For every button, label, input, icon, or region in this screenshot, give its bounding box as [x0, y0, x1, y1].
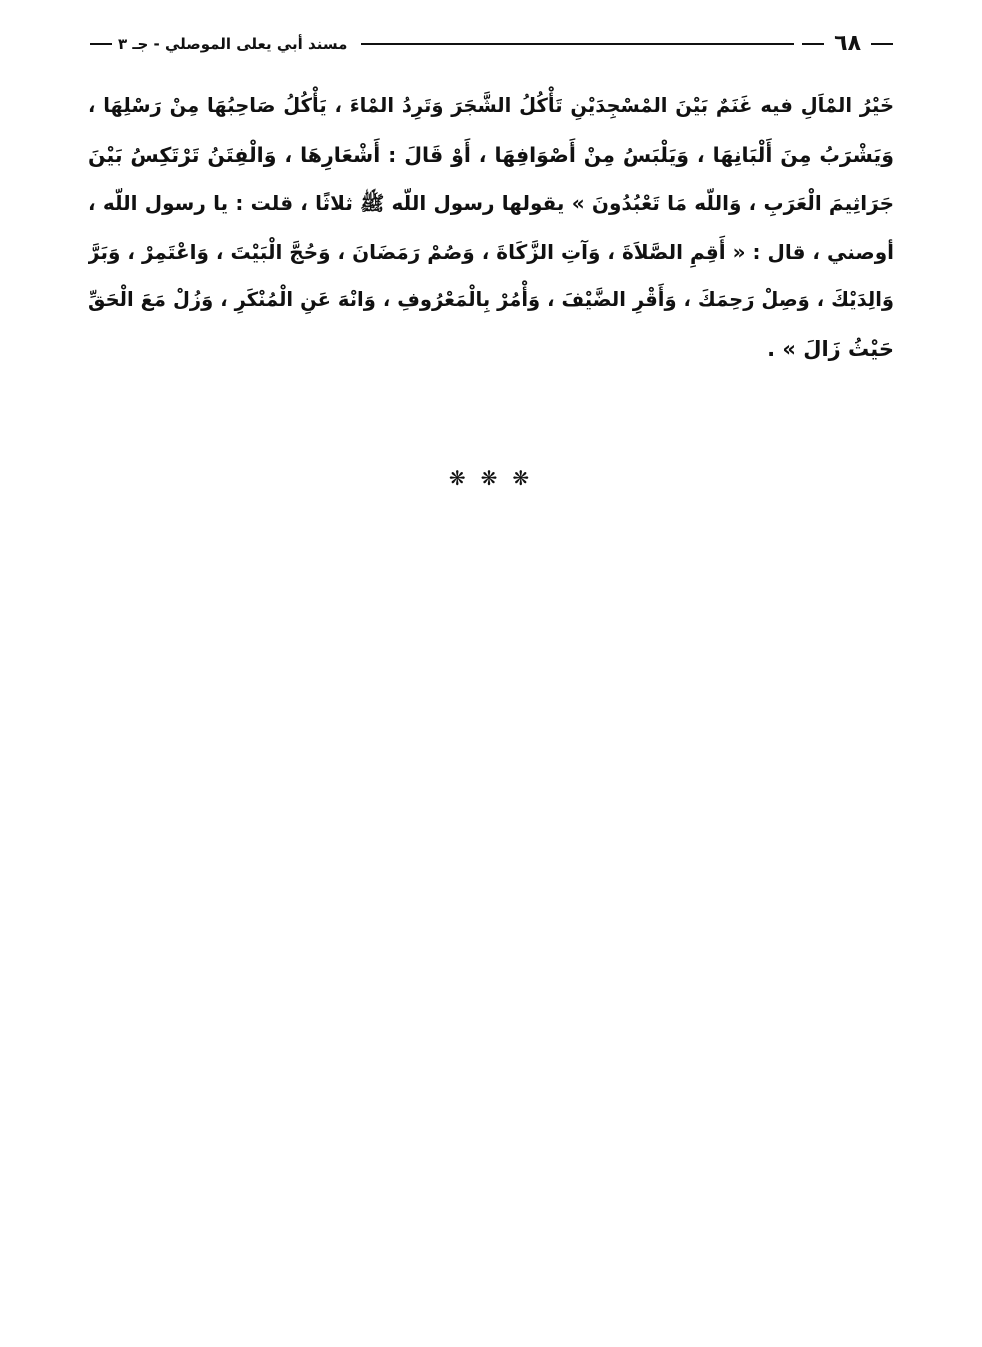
- text-line: حَيْثُ زَالَ » .: [767, 336, 894, 361]
- text-line: وَيَشْرَبُ مِنَ أَلْبَانِهَا ، وَيَلْبَسُ مِنْ أَصْوَافِهَا ، أَوْ قَالَ : أَشْعَارِهَا ، وَالْفِتَنُ تَرْتَكِسُ بَيْنَ: [88, 142, 894, 167]
- header-rule: [361, 43, 794, 45]
- page-number: ٦٨: [834, 31, 861, 56]
- hadith-text: [88, 82, 894, 373]
- header-dash-left: [90, 43, 112, 45]
- text-line: أوصني ، قال : « أَقِمِ الصَّلاَةَ ، وَآتِ الزَّكَاةَ ، وَصُمْ رَمَضَانَ ، وَحُجَّ الْبَيْتَ ، وَاعْتَمِرْ ، وَبَرَّ: [88, 239, 894, 264]
- text-line: خَيْرُ المْاَلِ فيه غَنَمٌ بَيْنَ المْسْجِدَيْنِ تَأْكُلُ الشَّجَرَ وَتَرِدُ المْاءَ ، يَأْكُلُ صَاحِبُهَا مِنْ رَسْلِهَا ،: [88, 94, 894, 117]
- running-header: [90, 30, 893, 58]
- section-separator: ❋ ❋ ❋: [448, 466, 534, 490]
- header-dash-mid: [802, 43, 824, 45]
- text-line: جَرَاثِيمَ الْعَرَبِ ، وَاللّه مَا تَعْبُدُونَ » يقولها رسول اللّه ﷺ ثلاثًا ، قلت : يا رسول اللّه ،: [88, 191, 894, 215]
- header-dash-right: [871, 43, 893, 45]
- running-title: مسند أبي يعلى الموصلي - جـ ٣: [118, 35, 348, 53]
- text-line: وَالِدَيْكَ ، وَصِلْ رَحِمَكَ ، وَأَقْرِ الضَّيْفَ ، وَأْمُرْ بِالْمَعْرُوفِ ، وَانْهَ عَنِ الْمُنْكَرِ ، وَزُلْ مَعَ الْحَقِّ: [88, 288, 894, 311]
